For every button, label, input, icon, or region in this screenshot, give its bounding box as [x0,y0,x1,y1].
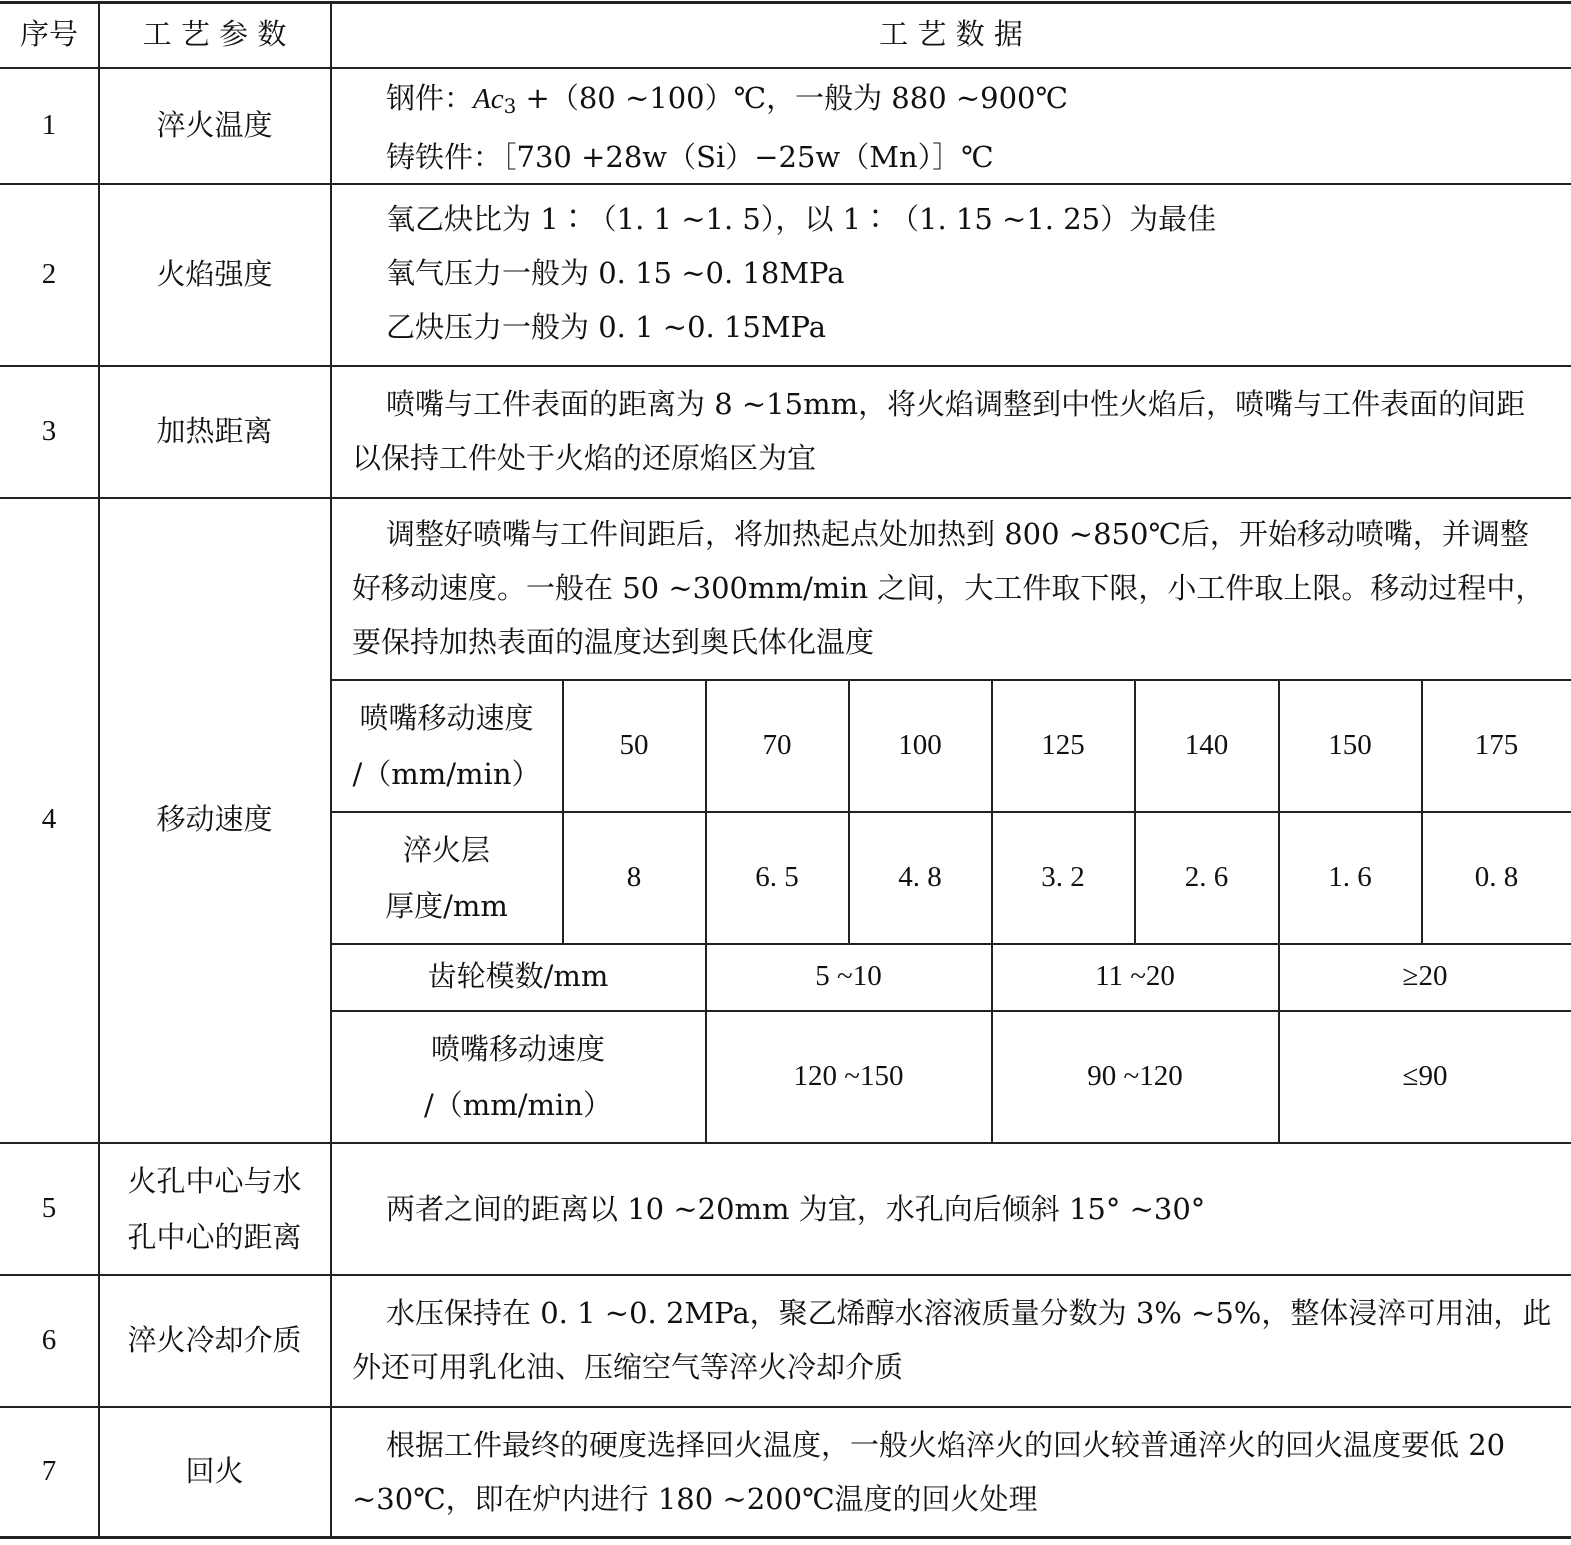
row-7-param: 回火 [185,1453,244,1488]
row-1-index: 1 [41,108,57,141]
row-3-index: 3 [41,414,57,447]
row-5-data: 两者之间的距离以 10 ~20mm 为宜，水孔向后倾斜 15° ~30° [386,1192,1206,1226]
row-5-index: 5 [41,1191,57,1224]
row-2-line-2: 氧气压力一般为 0. 15 ~0. 18MPa [386,256,845,290]
row-4-param: 移动速度 [156,802,273,837]
header-param: 工 艺 参 数 [142,17,287,52]
sub1-speed-value: 175 [1474,728,1519,761]
row-6-param: 淬火冷却介质 [127,1322,302,1357]
row-3-param: 加热距离 [156,413,273,448]
row-7-index: 7 [41,1454,57,1487]
sub1-speed-value: 70 [762,728,792,761]
row-6-index: 6 [41,1323,57,1356]
sub1-depth-value: 4. 8 [898,860,942,893]
row-2-line-3: 乙炔压力一般为 0. 1 ~0. 15MPa [386,310,827,344]
row-4-data: 调整好喷嘴与工件间距后，将加热起点处加热到 800 ~850℃后，开始移动喷嘴，并调整好移动速度。一般在 50 ~300mm/min 之间，大工件取下限，小工件取上限。移动过程中，要保持加热表面的温度达到奥氏体化温度 [352,517,1545,659]
row-1-line-2: 铸铁件：［730 +28w（Si）−25w（Mn）］℃ [386,140,994,174]
sub1-speed-value: 125 [1041,728,1085,761]
sub2-speed-value: ≤90 [1402,1059,1448,1092]
row-7-data: 根据工件最终的硬度选择回火温度，一般火焰淬火的回火较普通淬火的回火温度要低 20 ~30℃，即在炉内进行 180 ~200℃温度的回火处理 [352,1428,1506,1516]
row-5-param: 火孔中心与水 孔中心的距离 [127,1163,302,1254]
sub1-speed-label: 喷嘴移动速度 /（mm/min） [352,700,541,791]
sub1-depth-value: 6. 5 [755,860,799,893]
sub2-speed-value: 120 ~150 [793,1059,904,1092]
row-1-data [386,69,1556,186]
sub2-module-value: 5 ~10 [815,960,882,993]
row-2-line-1: 氧乙炔比为 1∶（1. 1 ~1. 5），以 1∶（1. 15 ~1. 25）为最佳 [386,202,1217,236]
row-2-index: 2 [41,257,57,290]
sub1-depth-value: 3. 2 [1041,860,1085,893]
row-3-data: 喷嘴与工件表面的距离为 8 ~15mm，将火焰调整到中性火焰后，喷嘴与工件表面的间距以保持工件处于火焰的还原焰区为宜 [352,387,1526,475]
row-1-param: 淬火温度 [156,107,273,142]
sub2-module-value: 11 ~20 [1095,960,1175,993]
sub2-speed-label: 喷嘴移动速度 /（mm/min） [424,1031,612,1122]
row-4-index: 4 [41,803,57,836]
sub2-module-label: 齿轮模数/mm [427,959,609,994]
sub1-depth-value: 0. 8 [1474,860,1519,893]
sub1-depth-label: 淬火层 厚度/mm [385,832,508,923]
sub1-speed-value: 50 [619,728,649,761]
sub1-depth-value: 1. 6 [1328,860,1372,893]
row-2-param: 火焰强度 [156,256,273,291]
header-index: 序号 [19,17,78,52]
row-2-data [386,192,1556,354]
sub2-speed-value: 90 ~120 [1087,1059,1183,1092]
sub1-speed-value: 100 [898,728,942,761]
sub1-depth-value: 2. 6 [1184,860,1229,893]
header-data: 工 艺 数 据 [879,17,1023,52]
row-6-data: 水压保持在 0. 1 ~0. 2MPa，聚乙烯醇水溶液质量分数为 3% ~5%，整体浸淬可用油，此外还可用乳化油、压缩空气等淬火冷却介质 [352,1296,1552,1384]
sub1-depth-value: 8 [626,860,642,893]
row-1-line-1: 钢件：$Ac_3 +(80$ ~100）℃，一般为 880 ~900℃ [386,81,1068,118]
rule-bottom [0,1536,1571,1539]
sub1-speed-value: 140 [1184,728,1229,761]
sub1-speed-value: 150 [1328,728,1372,761]
sub2-module-value: ≥20 [1402,960,1448,993]
